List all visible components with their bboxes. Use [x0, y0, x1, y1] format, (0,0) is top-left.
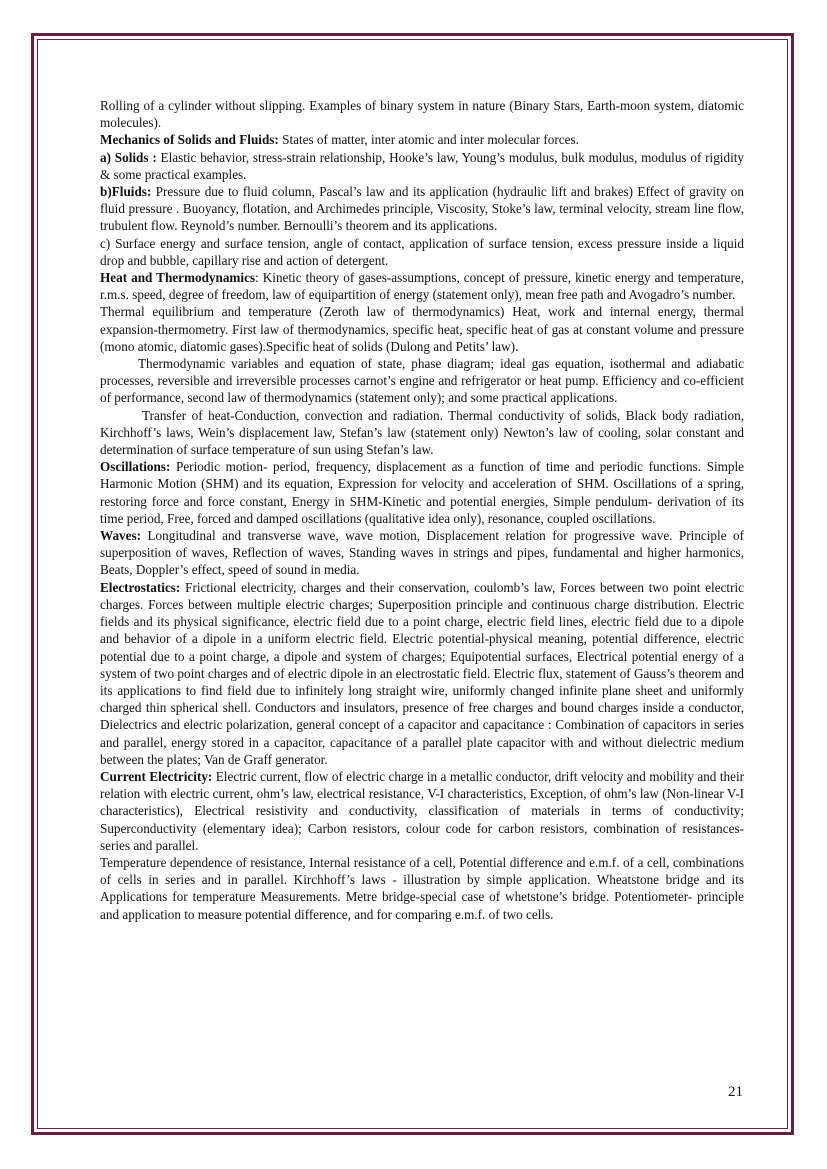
paragraph-thermal-equilibrium	[100, 303, 744, 355]
paragraph-text: Periodic motion- period, frequency, displacement as a function of time and periodic functions. Simple Harmonic Motion (SHM) and its equation, Expression for velocity and acceleration of SHM. Oscillations of a spring, restoring force and force constant, Energy in SHM-Kinetic and potential energies, Simple pendulum- derivation of its time period, Free, forced and damped oscillations (qualitative idea only), resonance, coupled oscillations.	[100, 459, 744, 526]
page-number: 21	[728, 1084, 743, 1100]
paragraph-solids	[100, 149, 744, 183]
paragraph-electrostatics	[100, 579, 744, 768]
paragraph-temperature-dependence	[100, 854, 744, 923]
paragraph-waves	[100, 527, 744, 579]
section-heading: b)Fluids:	[100, 184, 152, 200]
section-heading: a) Solids :	[100, 149, 157, 165]
section-heading: Heat and Thermodynamics	[100, 270, 256, 286]
paragraph-current-electricity	[100, 768, 744, 854]
document-body	[100, 97, 744, 923]
paragraph-text: Frictional electricity, charges and their conservation, coulomb’s law, Forces between two point electric charges. Forces between multiple electric charges; Superposition principle and continuous charge distribution. Electric fields and its physical significance, electric field due to a point charge, electric field lines, electric field due to a dipole and behavior of a dipole in a uniform electric field. Electric potential-physical meaning, potential difference, electric potential due to a point charge, a dipole and system of charges; Equipotential surfaces, Electrical potential energy of a system of two point charges and of electric dipole in an electrostatic field. Electric flux, statement of Gauss’s theorem and its applications to find field due to infinitely long straight wire, uniformly changed infinite plane sheet and uniformly charged thin spherical shell. Conductors and insulators, presence of free charges and bound charges inside a conductor, Dielectrics and electric polarization, general concept of a capacitor and capacitance : Combination of capacitors in series and parallel, energy stored in a capacitor, capacitance of a parallel plate capacitor with and without dielectric medium between the plates; Van de Graff generator.	[100, 579, 744, 767]
section-heading: Current Electricity:	[100, 768, 213, 784]
paragraph-thermodynamic-variables	[100, 355, 744, 407]
paragraph-text: Elastic behavior, stress-strain relationship, Hooke’s law, Young’s modulus, bulk modulus, modulus of rigidity & some practical examples.	[100, 149, 744, 182]
section-heading: Electrostatics:	[100, 579, 181, 595]
paragraph-text: Transfer of heat-Conduction, convection and radiation. Thermal conductivity of solids, Black body radiation, Kirchhoff’s laws, Wein’s displacement law, Stefan’s law (statement only) Newton’s law of cooling, solar constant and determination of surface temperature of sun using Stefan’s law.	[100, 407, 744, 458]
paragraph-mechanics-solids-fluids	[100, 131, 744, 148]
paragraph-rolling	[100, 97, 744, 131]
section-heading: Mechanics of Solids and Fluids:	[100, 132, 279, 148]
paragraph-text: c) Surface energy and surface tension, angle of contact, application of surface tension, excess pressure inside a liquid drop and bubble, capillary rise and action of detergent.	[100, 235, 744, 268]
paragraph-text: Temperature dependence of resistance, Internal resistance of a cell, Potential difference and e.m.f. of a cell, combinations of cells in series and in parallel. Kirchhoff’s laws - illustration by simple application. Wheatstone bridge and its Applications for temperature Measurements. Metre bridge-special case of whetstone’s bridge. Potentiometer- principle and application to measure potential difference, and for comparing e.m.f. of two cells.	[100, 854, 744, 922]
paragraph-text: States of matter, inter atomic and inter molecular forces.	[278, 132, 579, 148]
paragraph-text: : Kinetic theory of gases-assumptions, concept of pressure, kinetic energy and temperature, r.m.s. speed, degree of freedom, law of equipartition of energy (statement only), mean free path and Avogadro’s number.	[100, 270, 744, 303]
paragraph-text: Pressure due to fluid column, Pascal’s law and its application (hydraulic lift and brakes) Effect of gravity on fluid pressure . Buoyancy, flotation, and Archimedes principle, Viscosity, Stoke’s law, terminal velocity, stream line flow, trubulent flow. Reynold’s number. Bernoulli’s theorem and its applications.	[100, 184, 744, 234]
paragraph-text: Rolling of a cylinder without slipping. Examples of binary system in nature (Binary Stars, Earth-moon system, diatomic molecules).	[100, 98, 744, 131]
paragraph-heat-transfer	[100, 407, 744, 459]
paragraph-fluids	[100, 183, 744, 235]
section-heading: Waves:	[100, 528, 142, 544]
paragraph-heat-thermodynamics	[100, 269, 744, 303]
paragraph-surface-tension	[100, 235, 744, 269]
section-heading: Oscillations:	[100, 459, 171, 475]
paragraph-text: Thermodynamic variables and equation of state, phase diagram; ideal gas equation, isothermal and adiabatic processes, reversible and irreversible processes carnot’s engine and refrigerator or heat pump. Efficiency and co-efficient of performance, second law of thermodynamics (statement only); and some practical applications.	[100, 356, 744, 406]
paragraph-text: Longitudinal and transverse wave, wave motion, Displacement relation for progressive wave. Principle of superposition of waves, Reflection of waves, Standing waves in strings and pipes, fundamental and higher harmonics, Beats, Doppler’s effect, speed of sound in media.	[100, 528, 744, 578]
paragraph-oscillations	[100, 458, 744, 527]
paragraph-text: Thermal equilibrium and temperature (Zeroth law of thermodynamics) Heat, work and internal energy, thermal expansion-thermometry. First law of thermodynamics, specific heat, specific heat of gas at constant volume and pressure (mono atomic, diatomic gases).Specific heat of solids (Dulong and Petits’ law).	[100, 304, 744, 354]
paragraph-text: Electric current, flow of electric charge in a metallic conductor, drift velocity and mobility and their relation with electric current, ohm’s law, electrical resistance, V-I characteristics, Exception, of ohm’s law (Non-linear V-I characteristics), Electrical resistivity and conductivity, classification of materials in terms of conductivity; Superconductivity (elementary idea); Carbon resistors, colour code for carbon resistors, combination of resistances- series and parallel.	[100, 768, 744, 853]
